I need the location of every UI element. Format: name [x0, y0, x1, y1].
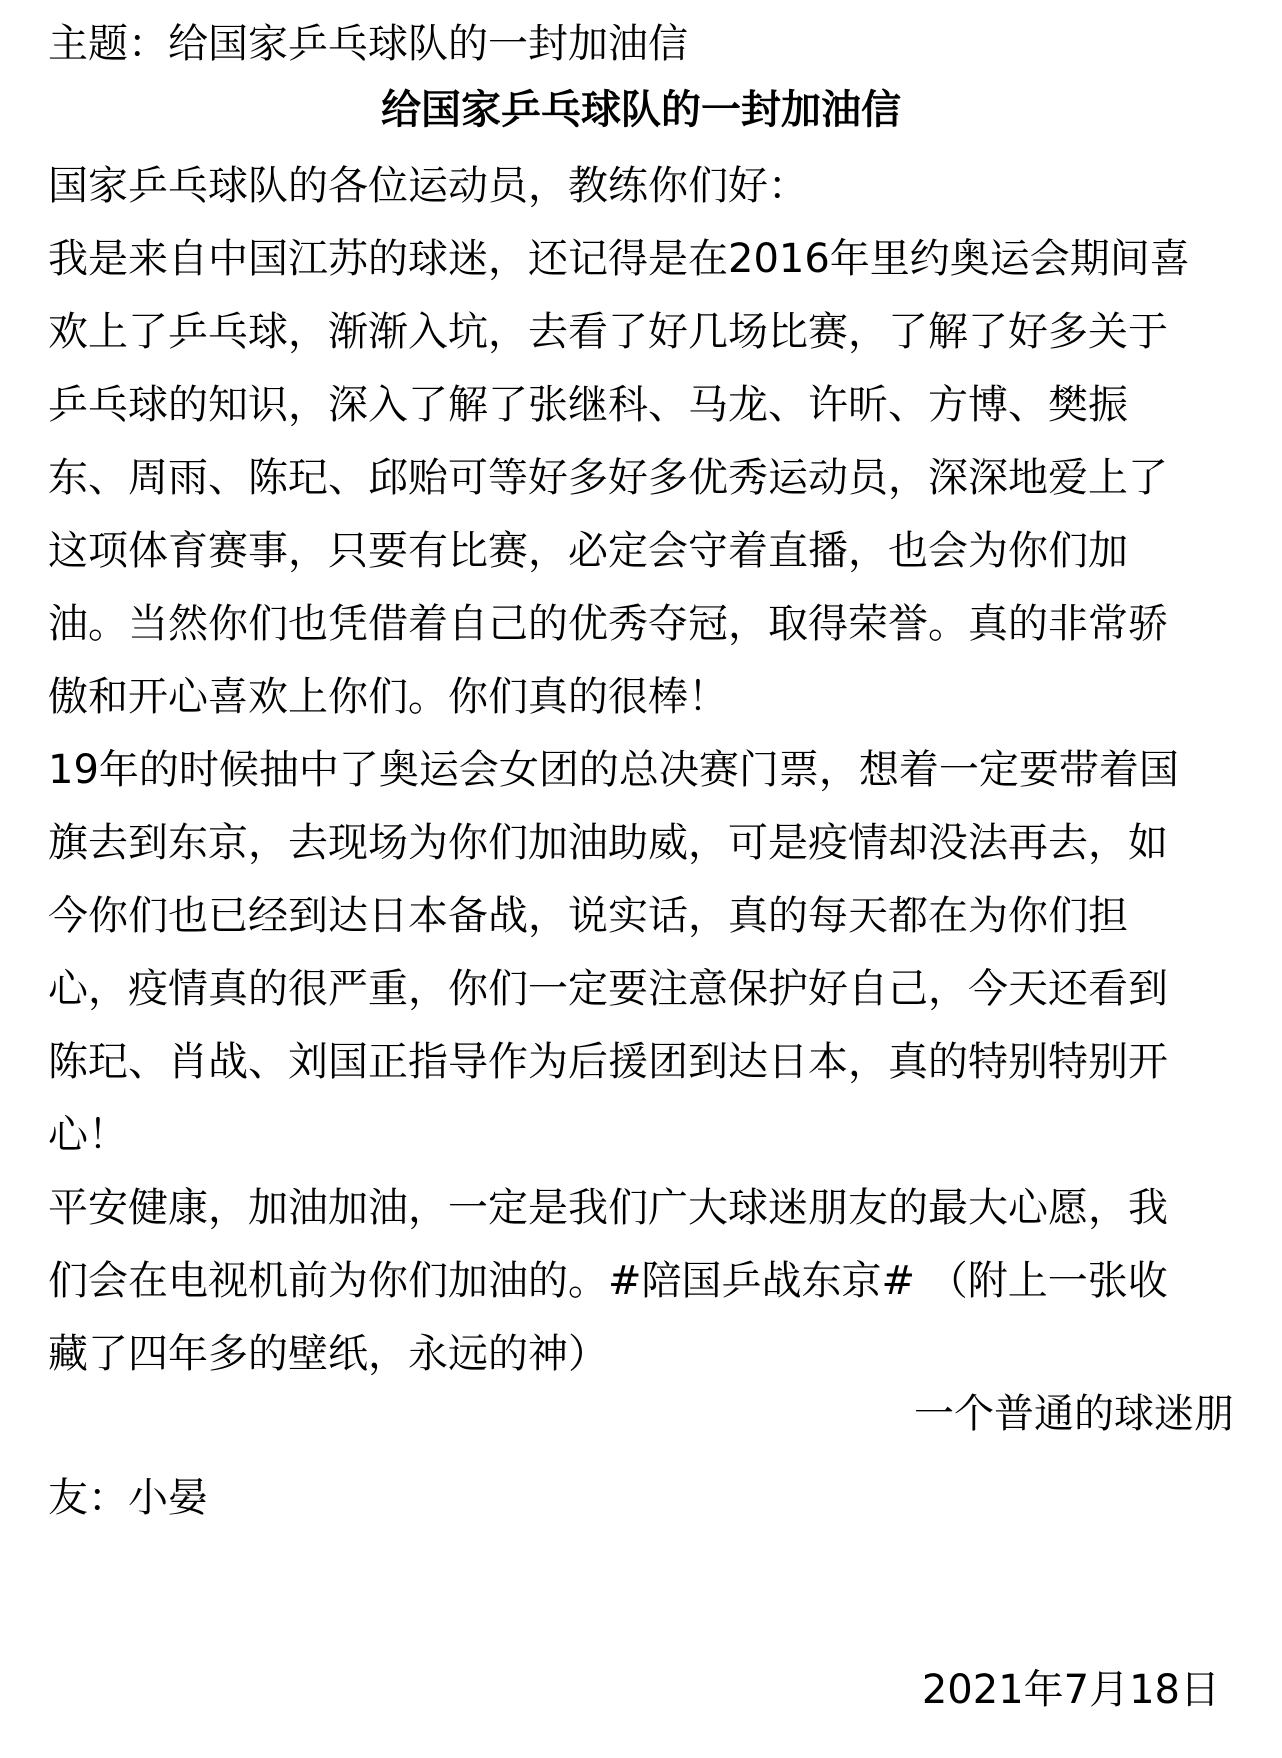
- paragraph-line: 平安健康，加油加油，一定是我们广大球迷朋友的最大心愿，我: [48, 1185, 1168, 1231]
- greeting: [48, 150, 1234, 223]
- paragraph-line: 藏了四年多的壁纸，永远的神）: [48, 1331, 608, 1377]
- subject-line: 主题：给国家乒乓球队的一封加油信: [48, 21, 688, 67]
- paragraph-line: 今你们也已经到达日本备战，说实话，真的每天都在为你们担: [48, 893, 1128, 939]
- signature-line-2: 友：小晏: [48, 1475, 208, 1521]
- signature-line-1: 一个普通的球迷朋: [914, 1391, 1234, 1437]
- letter-title: 给国家乒乓球队的一封加油信: [381, 87, 901, 133]
- paragraph-1: [48, 223, 1234, 734]
- greeting-line: 国家乒乓球队的各位运动员，教练你们好：: [48, 163, 808, 209]
- paragraph-line: 乒乓球的知识，深入了解了张继科、马龙、许昕、方博、樊振: [48, 382, 1128, 428]
- paragraph-line: 心，疫情真的很严重，你们一定要注意保护好自己，今天还看到: [48, 966, 1168, 1012]
- paragraph-line: 东、周雨、陈玘、邱贻可等好多好多优秀运动员，深深地爱上了: [48, 455, 1168, 501]
- paragraph-line: 欢上了乒乓球，渐渐入坑，去看了好几场比赛，了解了好多关于: [48, 309, 1168, 355]
- paragraph-3: [48, 1172, 1234, 1391]
- letter-date: 2021年7月18日: [921, 1667, 1220, 1713]
- paragraph-line: 我是来自中国江苏的球迷，还记得是在2016年里约奥运会期间喜: [48, 236, 1190, 282]
- paragraph-line: 油。当然你们也凭借着自己的优秀夺冠，取得荣誉。真的非常骄: [48, 601, 1168, 647]
- paragraph-line: 傲和开心喜欢上你们。你们真的很棒！: [48, 674, 728, 720]
- letter-body: [48, 150, 1234, 1391]
- paragraph-line: 这项体育赛事，只要有比赛，必定会守着直播，也会为你们加: [48, 528, 1128, 574]
- paragraph-2: [48, 734, 1234, 1172]
- paragraph-line: 们会在电视机前为你们加油的。#陪国乒战东京# （附上一张收: [48, 1258, 1168, 1304]
- paragraph-line: 19年的时候抽中了奥运会女团的总决赛门票，想着一定要带着国: [48, 747, 1179, 793]
- paragraph-line: 心！: [48, 1112, 128, 1158]
- paragraph-line: 陈玘、肖战、刘国正指导作为后援团到达日本，真的特别特别开: [48, 1039, 1168, 1085]
- paragraph-line: 旗去到东京，去现场为你们加油助威，可是疫情却没法再去，如: [48, 820, 1168, 866]
